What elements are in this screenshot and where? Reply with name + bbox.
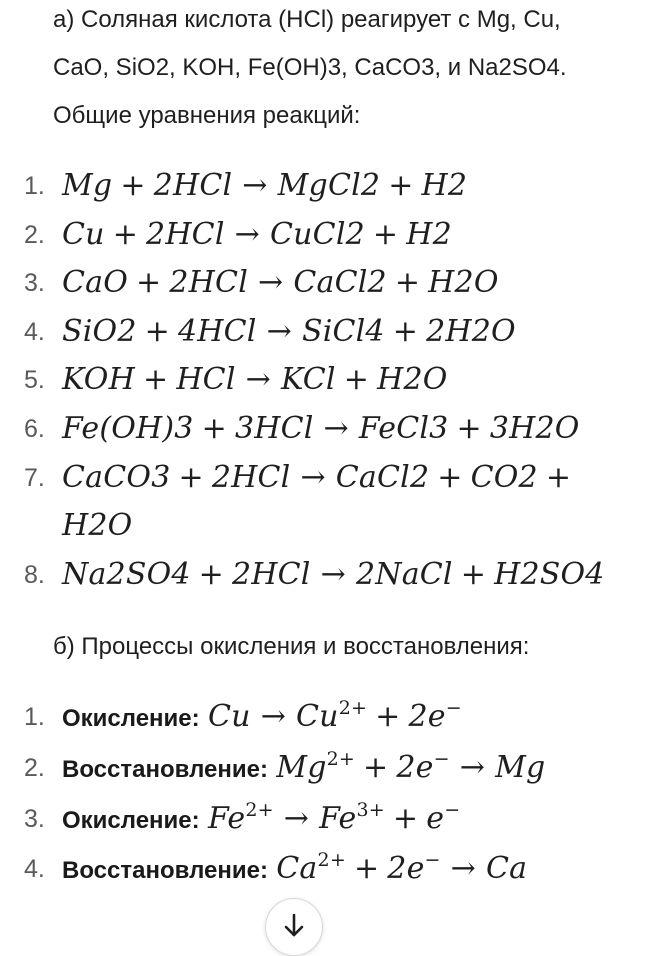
- rhs-term: H2O: [428, 265, 499, 301]
- list-number: 2.: [24, 220, 45, 249]
- half-reaction: $Fe^{2+} \to Fe^{3+} + e^-$: [208, 798, 461, 836]
- lhs-term: HCl: [176, 362, 236, 398]
- process-label: Окисление:: [62, 705, 200, 733]
- rhs-term: CaCl2: [335, 459, 430, 495]
- process-item: [0, 795, 632, 846]
- list-number: 3.: [24, 804, 45, 833]
- list-number: 4.: [24, 855, 45, 884]
- equation: Cu + 2HCl → CuCl2 + H2: [62, 216, 452, 252]
- list-number: 7.: [24, 463, 45, 492]
- arrow-down-icon: [283, 913, 305, 939]
- rhs-term: CaCl2: [293, 265, 387, 301]
- lhs-term: 2HCl: [146, 216, 225, 252]
- rhs-term: CO2: [470, 459, 538, 495]
- lhs-term: 2HCl: [232, 556, 311, 592]
- rhs-term: H2O: [62, 508, 133, 544]
- list-number: 1.: [24, 172, 45, 200]
- rhs-term: FeCl3: [358, 410, 449, 446]
- lhs-term: KOH: [62, 362, 135, 398]
- scroll-down-button[interactable]: [265, 898, 323, 956]
- part-a-line-2: CaO, SiO2, KOH, Fe(OH)3, CaCO3, и Na2SO4.: [53, 54, 567, 81]
- lhs-term: CaO: [62, 265, 129, 301]
- equation-item: [0, 308, 632, 357]
- redox-processes-list: [0, 693, 648, 895]
- equation: Na2SO4 + 2HCl → 2NaCl + H2SO4: [62, 556, 605, 592]
- list-number: 2.: [24, 753, 45, 782]
- equation: KOH + HCl → KCl + H2O: [62, 362, 448, 398]
- process-label: Восстановление:: [62, 857, 268, 885]
- lhs-term: Na2SO4: [62, 556, 191, 592]
- equation-item: [0, 356, 632, 405]
- lhs-term: Mg: [62, 168, 113, 203]
- rhs-term: H2O: [377, 362, 448, 398]
- process-item: [0, 845, 632, 896]
- list-number: 5.: [24, 366, 45, 395]
- equation-item: [0, 551, 632, 600]
- rhs-term: CuCl2: [269, 216, 365, 252]
- lhs-term: Fe(OH)3: [62, 410, 194, 446]
- equation-item: [0, 211, 632, 260]
- rhs-term: H2SO4: [494, 556, 605, 592]
- list-number: 1.: [24, 703, 45, 732]
- half-reaction: $Mg^{2+} + 2e^- \to Mg$: [276, 747, 546, 785]
- rhs-term: H2: [406, 216, 452, 252]
- lhs-term: 2HCl: [169, 265, 248, 301]
- part-a-line-1: а) Соляная кислота (HCl) реагирует с Mg, Cu,: [53, 6, 561, 33]
- equation: CaO + 2HCl → CaCl2 + H2O: [62, 265, 499, 301]
- equation: Mg + 2HCl → MgCl2 + H2: [62, 168, 468, 203]
- equation: Fe(OH)3 + 3HCl → FeCl3 + 3H2O: [62, 410, 580, 446]
- process-label: Окисление:: [62, 806, 200, 834]
- equation: CaCO3 + 2HCl → CaCl2 + CO2 + H2O: [62, 459, 572, 544]
- lhs-term: 2HCl: [211, 459, 291, 495]
- process-item: [0, 693, 632, 744]
- lhs-term: 2HCl: [153, 168, 233, 203]
- rhs-term: MgCl2: [277, 168, 381, 203]
- part-a-line-3: Общие уравнения реакций:: [53, 102, 361, 129]
- equation-item: [0, 259, 632, 308]
- list-number: 8.: [24, 560, 45, 589]
- rhs-term: SiCl4: [301, 313, 385, 349]
- lhs-term: 4HCl: [177, 313, 257, 349]
- list-number: 6.: [24, 414, 45, 443]
- equation-item: [0, 162, 632, 211]
- lhs-term: 3HCl: [234, 410, 314, 446]
- list-number: 3.: [24, 269, 45, 298]
- equation-item: [0, 405, 632, 454]
- rhs-term: KCl: [280, 362, 336, 398]
- rhs-term: H2: [421, 168, 468, 203]
- equation: SiO2 + 4HCl → SiCl4 + 2H2O: [62, 313, 516, 349]
- half-reaction: $Cu \to Cu^{2+} + 2e^-$: [208, 697, 462, 735]
- reaction-equations-list: [0, 162, 648, 599]
- part-a-intro: [53, 0, 633, 140]
- process-label: Восстановление:: [62, 755, 268, 783]
- process-item: [0, 744, 632, 795]
- rhs-term: 2NaCl: [355, 556, 453, 592]
- lhs-term: SiO2: [62, 313, 137, 349]
- lhs-term: CaCO3: [62, 459, 171, 495]
- half-reaction: $Ca^{2+} + 2e^- \to Ca$: [276, 849, 528, 887]
- part-b-heading: б) Процессы окисления и восстановления:: [53, 633, 530, 661]
- equation-item: [0, 454, 632, 551]
- list-number: 4.: [24, 317, 45, 346]
- rhs-term: 3H2O: [489, 410, 580, 446]
- rhs-term: 2H2O: [426, 313, 516, 349]
- lhs-term: Cu: [62, 216, 105, 252]
